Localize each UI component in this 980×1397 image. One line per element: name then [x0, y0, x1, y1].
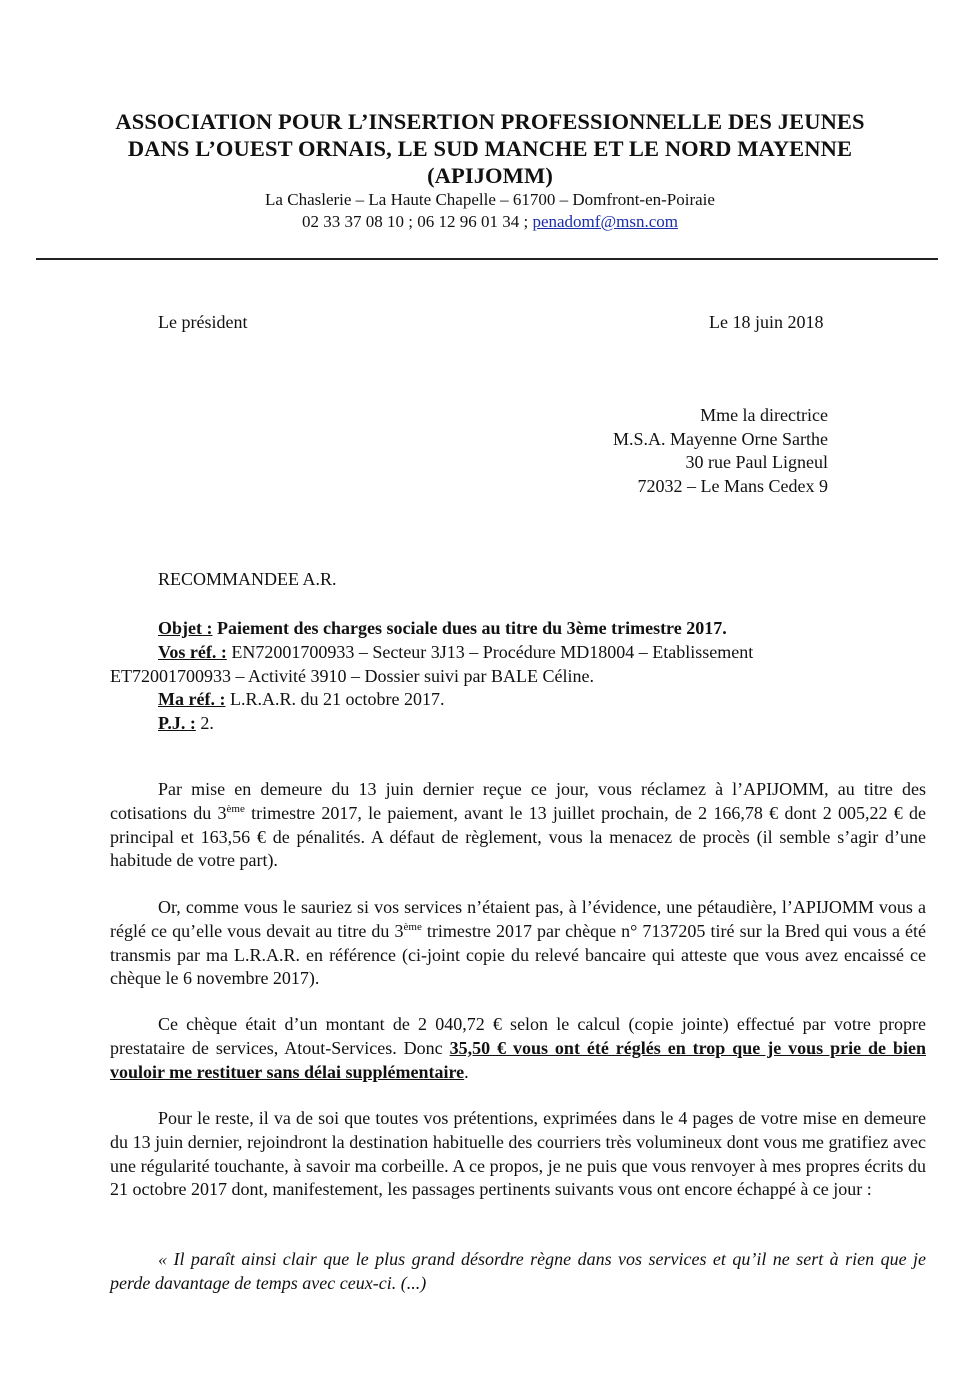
letter-date: Le 18 juin 2018 — [709, 312, 824, 332]
body-paragraph-3 — [110, 1013, 926, 1084]
org-name-line2: DANS L’OUEST ORNAIS, LE SUD MANCHE ET LE NORD MAYENNE — [127, 136, 853, 161]
org-address: La Chaslerie – La Haute Chapelle – 61700 – Domfront-en-Poiraie — [265, 190, 715, 209]
recipient-line: 30 rue Paul Ligneul — [685, 452, 828, 473]
attachments-line — [110, 712, 832, 736]
header-divider — [36, 258, 938, 260]
org-name-line1: ASSOCIATION POUR L’INSERTION PROFESSIONNELLE DES JEUNES — [115, 109, 865, 134]
org-contact — [40, 211, 940, 233]
p2-text-a: Or, comme vous le sauriez si vos services n’étaient pas, à l’évidence, une pétaudière, l’APIJOMM vous a réglé ce qu’elle vous devait au titre du 3 — [110, 897, 926, 941]
your-ref-continuation: ET72001700933 – Activité 3910 – Dossier suivi par BALE Céline. — [110, 665, 594, 686]
org-abbreviation: (APIJOMM) — [427, 163, 553, 188]
p2-text-b: trimestre 2017 par chèque n° 7137205 tiré sur la Bred qui vous a été transmis par ma L.R.A.R. en référence (ci-joint copie du relevé bancaire qui atteste que vous avez encaissé ce chèque le 6 novembre 2017). — [110, 920, 926, 989]
mail-type: RECOMMANDEE A.R. — [158, 569, 337, 589]
body-paragraph-4: Pour le reste, il va de soi que toutes vos prétentions, exprimées dans le 4 pages de votre mise en demeure du 13 juin dernier, rejoindront la destination habituelle des courriers très volumineux dont vous me gratifiez avec une régularité touchante, à savoir ma corbeille. A ce propos, je ne puis que vous renvoyer à mes propres écrits du 21 octobre 2017 dont, manifestement, les passages pertinents suivants vous ont encore échappé à ce jour : — [110, 1108, 926, 1200]
attachments-text: 2. — [195, 713, 214, 734]
p3-emphasis: 35,50 € vous ont été réglés en trop que je vous prie de bien vouloir me restituer sans délai supplémentaire — [110, 1037, 926, 1082]
body-paragraph-1 — [110, 778, 926, 873]
recipient-address — [613, 404, 828, 498]
recipient-line: Mme la directrice — [700, 405, 828, 425]
references-block — [110, 617, 832, 736]
p2-superscript: ème — [403, 920, 422, 933]
your-ref-label: Vos réf. : — [158, 641, 227, 662]
p1-text-b: trimestre 2017, le paiement, avant le 13 juillet prochain, de 2 166,78 € dont 2 005,22 € de principal et 163,56 € de pénalités. A défaut de règlement, vous la menacez de procès (il semble s’agir d’une habitude de votre part). — [110, 802, 926, 871]
my-ref-text: L.R.A.R. du 21 octobre 2017. — [225, 689, 445, 710]
your-ref-text: EN72001700933 – Secteur 3J13 – Procédure MD18004 – Etablissement — [226, 641, 754, 662]
recipient-line: 72032 – Le Mans Cedex 9 — [637, 475, 828, 496]
p3-text-end: . — [464, 1061, 469, 1082]
my-ref-label: Ma réf. : — [158, 689, 226, 710]
org-phones: 02 33 37 08 10 ; 06 12 96 01 34 ; — [302, 212, 533, 231]
your-ref-line — [110, 641, 832, 665]
subject-text: Paiement des charges sociale dues au titre du 3ème trimestre 2017. — [212, 618, 727, 638]
my-ref-line — [110, 688, 832, 712]
subject-line — [110, 617, 832, 641]
attachments-label: P.J. : — [158, 713, 196, 734]
letterhead — [40, 108, 940, 233]
quoted-passage: « Il paraît ainsi clair que le plus grand désordre règne dans vos services et qu’il ne sert à rien que je perde davantage de temps avec ceux-ci. (...) — [110, 1249, 926, 1293]
p3-text-a: Ce chèque était d’un montant de 2 040,72 € selon le calcul (copie jointe) effectué par votre propre prestataire de services, Atout-Services. Donc — [110, 1014, 926, 1058]
sender-title: Le président — [158, 312, 248, 332]
subject-label: Objet : — [158, 618, 213, 638]
body-paragraph-2 — [110, 896, 926, 991]
p1-text-a: Par mise en demeure du 13 juin dernier reçue ce jour, vous réclamez à l’APIJOMM, au titre des cotisations du 3 — [110, 779, 926, 823]
org-email-link[interactable]: penadomf@msn.com — [532, 212, 678, 231]
p1-superscript: ème — [226, 802, 245, 815]
recipient-line: M.S.A. Mayenne Orne Sarthe — [613, 428, 828, 449]
